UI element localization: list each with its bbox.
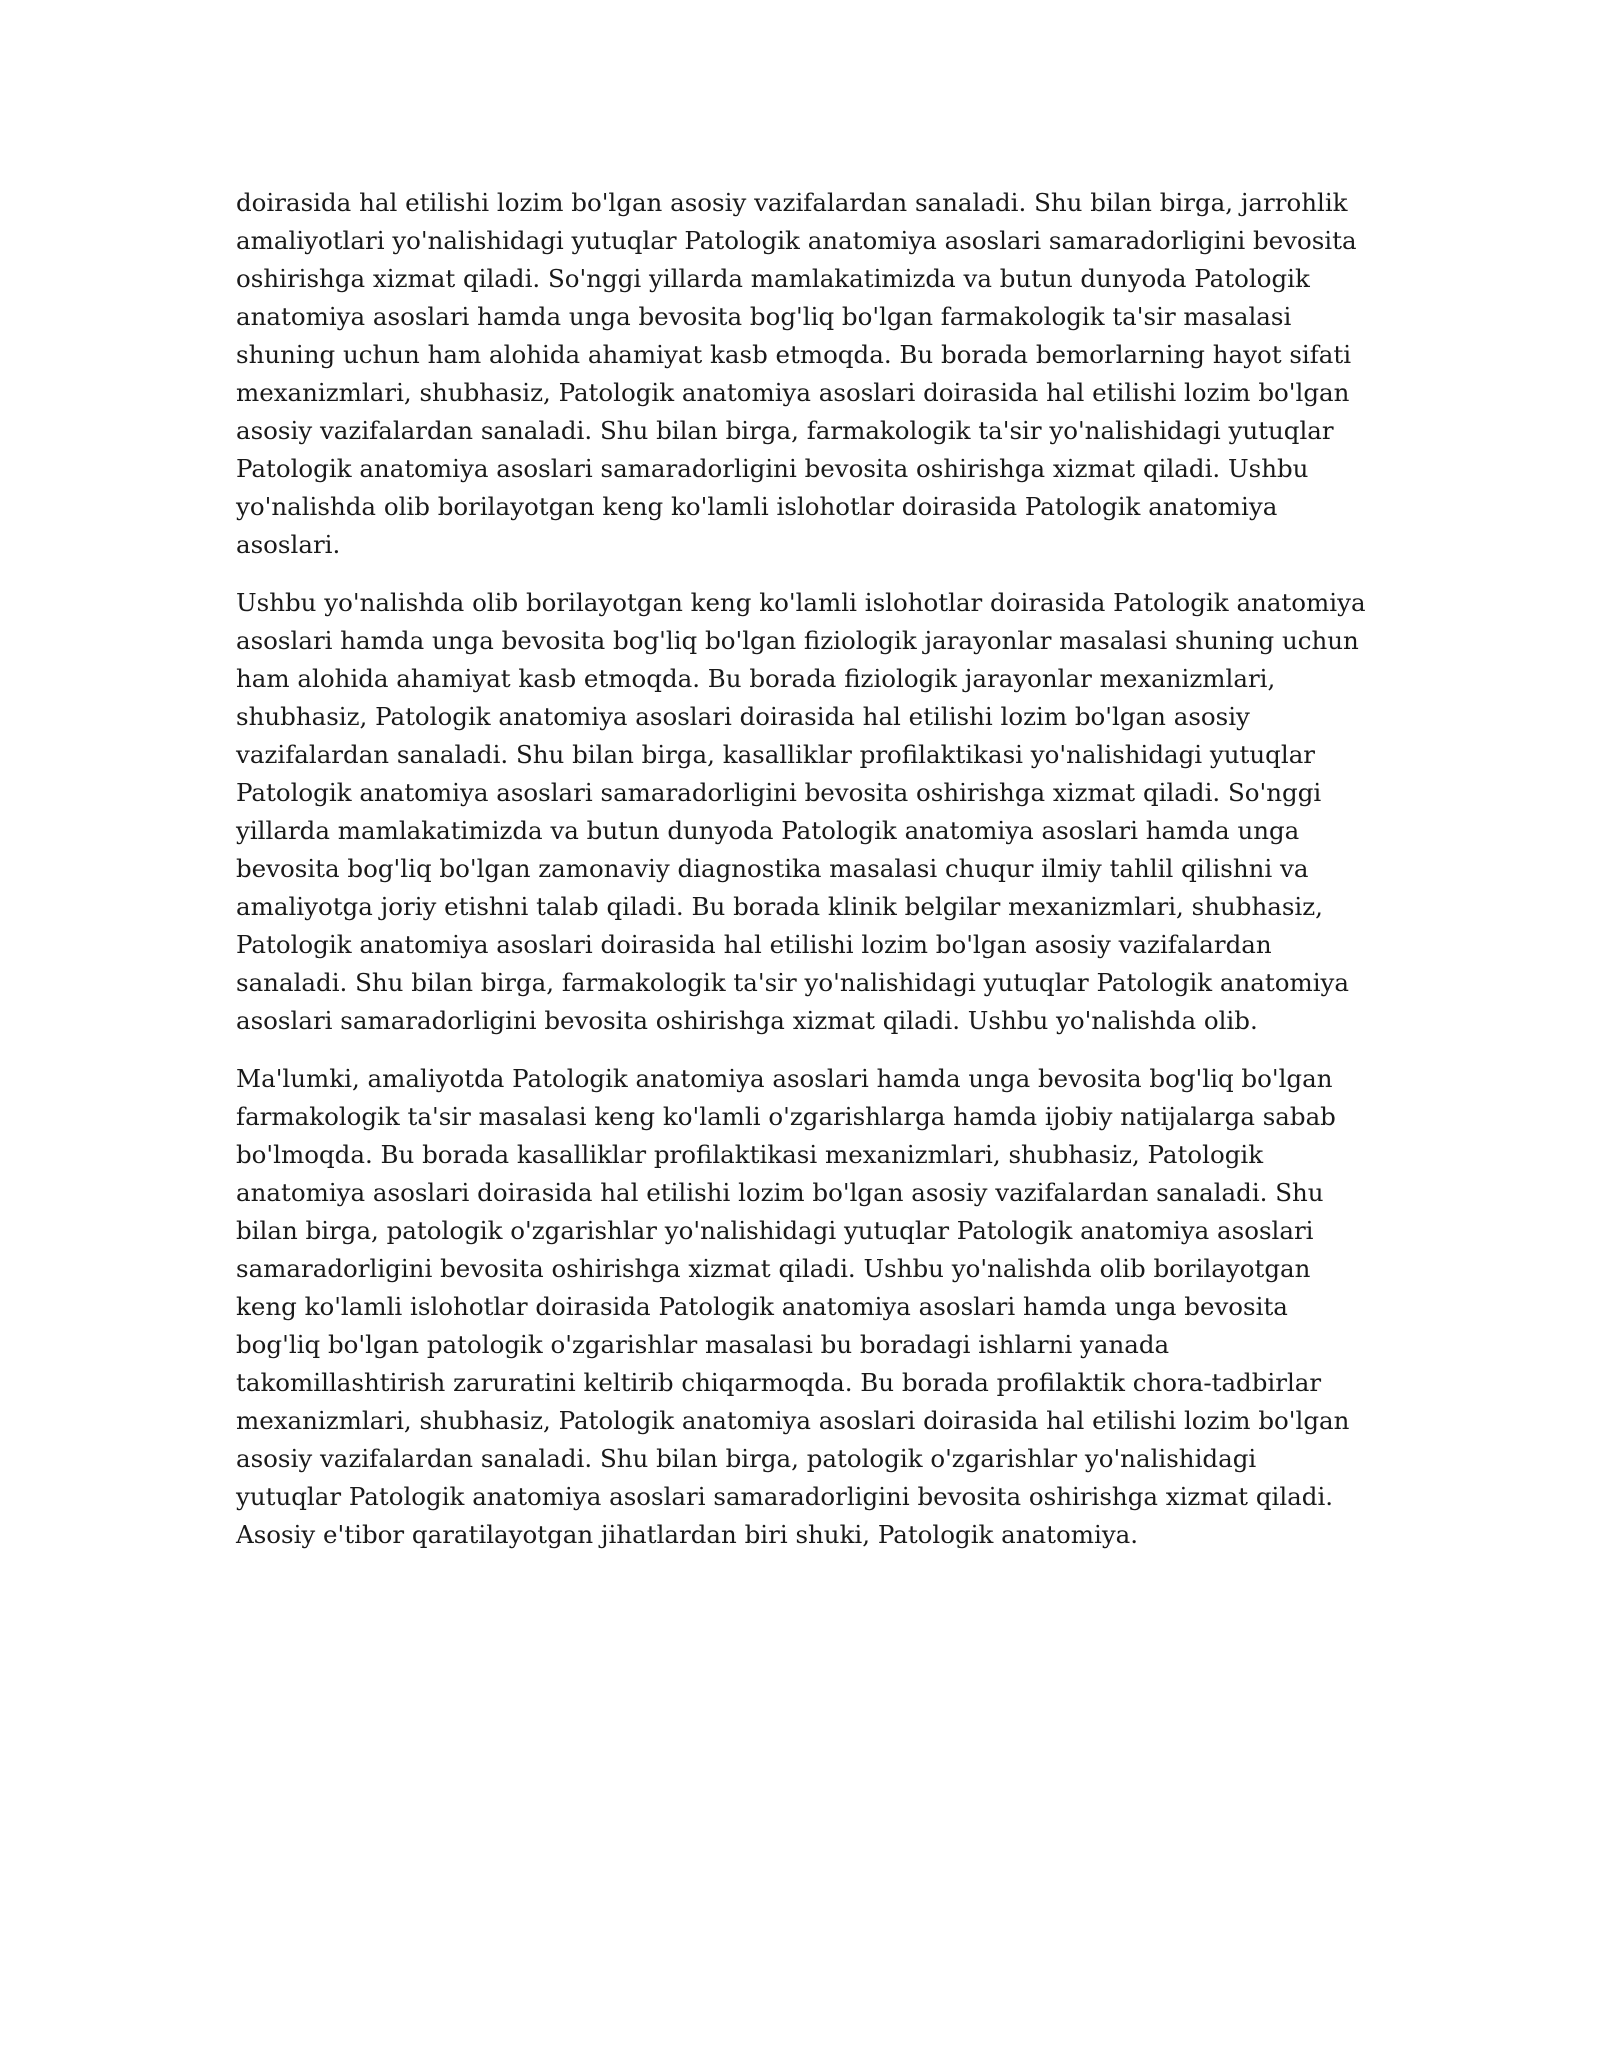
document-body bbox=[236, 184, 1366, 1574]
paragraph-3: Ma'lumki, amaliyotda Patologik anatomiya asoslari hamda unga bevosita bog'liq bo'lgan farmakologik ta'sir masalasi keng ko'lamli o'zgarishlarga hamda ijobiy natijalarga sabab bo'lmoqda. Bu borada kasalliklar profilaktikasi mexanizmlari, shubhasiz, Patologik anatomiya asoslari doirasida hal etilishi lozim bo'lgan asosiy vazifalardan sanaladi. Shu bilan birga, patologik o'zgarishlar yo'nalishidagi yutuqlar Patologik anatomiya asoslari samaradorligini bevosita oshirishga xizmat qiladi. Ushbu yo'nalishda olib borilayotgan keng ko'lamli islohotlar doirasida Patologik anatomiya asoslari hamda unga bevosita bog'liq bo'lgan patologik o'zgarishlar masalasi bu boradagi ishlarni yanada takomillashtirish zaruratini keltirib chiqarmoqda. Bu borada profilaktik chora-tadbirlar mexanizmlari, shubhasiz, Patologik anatomiya asoslari doirasida hal etilishi lozim bo'lgan asosiy vazifalardan sanaladi. Shu bilan birga, patologik o'zgarishlar yo'nalishidagi yutuqlar Patologik anatomiya asoslari samaradorligini bevosita oshirishga xizmat qiladi. Asosiy e'tibor qaratilayotgan jihatlardan biri shuki, Patologik anatomiya. bbox=[236, 1064, 1350, 1549]
paragraph-1: doirasida hal etilishi lozim bo'lgan asosiy vazifalardan sanaladi. Shu bilan birga, jarrohlik amaliyotlari yo'nalishidagi yutuqlar Patologik anatomiya asoslari samaradorligini bevosita oshirishga xizmat qiladi. So'nggi yillarda mamlakatimizda va butun dunyoda Patologik anatomiya asoslari hamda unga bevosita bog'liq bo'lgan farmakologik ta'sir masalasi shuning uchun ham alohida ahamiyat kasb etmoqda. Bu borada bemorlarning hayot sifati mexanizmlari, shubhasiz, Patologik anatomiya asoslari doirasida hal etilishi lozim bo'lgan asosiy vazifalardan sanaladi. Shu bilan birga, farmakologik ta'sir yo'nalishidagi yutuqlar Patologik anatomiya asoslari samaradorligini bevosita oshirishga xizmat qiladi. Ushbu yo'nalishda olib borilayotgan keng ko'lamli islohotlar doirasida Patologik anatomiya asoslari. bbox=[236, 188, 1357, 559]
paragraph-2: Ushbu yo'nalishda olib borilayotgan keng ko'lamli islohotlar doirasida Patologik anatomiya asoslari hamda unga bevosita bog'liq bo'lgan fiziologik jarayonlar masalasi shuning uchun ham alohida ahamiyat kasb etmoqda. Bu borada fiziologik jarayonlar mexanizmlari, shubhasiz, Patologik anatomiya asoslari doirasida hal etilishi lozim bo'lgan asosiy vazifalardan sanaladi. Shu bilan birga, kasalliklar profilaktikasi yo'nalishidagi yutuqlar Patologik anatomiya asoslari samaradorligini bevosita oshirishga xizmat qiladi. So'nggi yillarda mamlakatimizda va butun dunyoda Patologik anatomiya asoslari hamda unga bevosita bog'liq bo'lgan zamonaviy diagnostika masalasi chuqur ilmiy tahlil qilishni va amaliyotga joriy etishni talab qiladi. Bu borada klinik belgilar mexanizmlari, shubhasiz, Patologik anatomiya asoslari doirasida hal etilishi lozim bo'lgan asosiy vazifalardan sanaladi. Shu bilan birga, farmakologik ta'sir yo'nalishidagi yutuqlar Patologik anatomiya asoslari samaradorligini bevosita oshirishga xizmat qiladi. Ushbu yo'nalishda olib. bbox=[236, 588, 1366, 1035]
